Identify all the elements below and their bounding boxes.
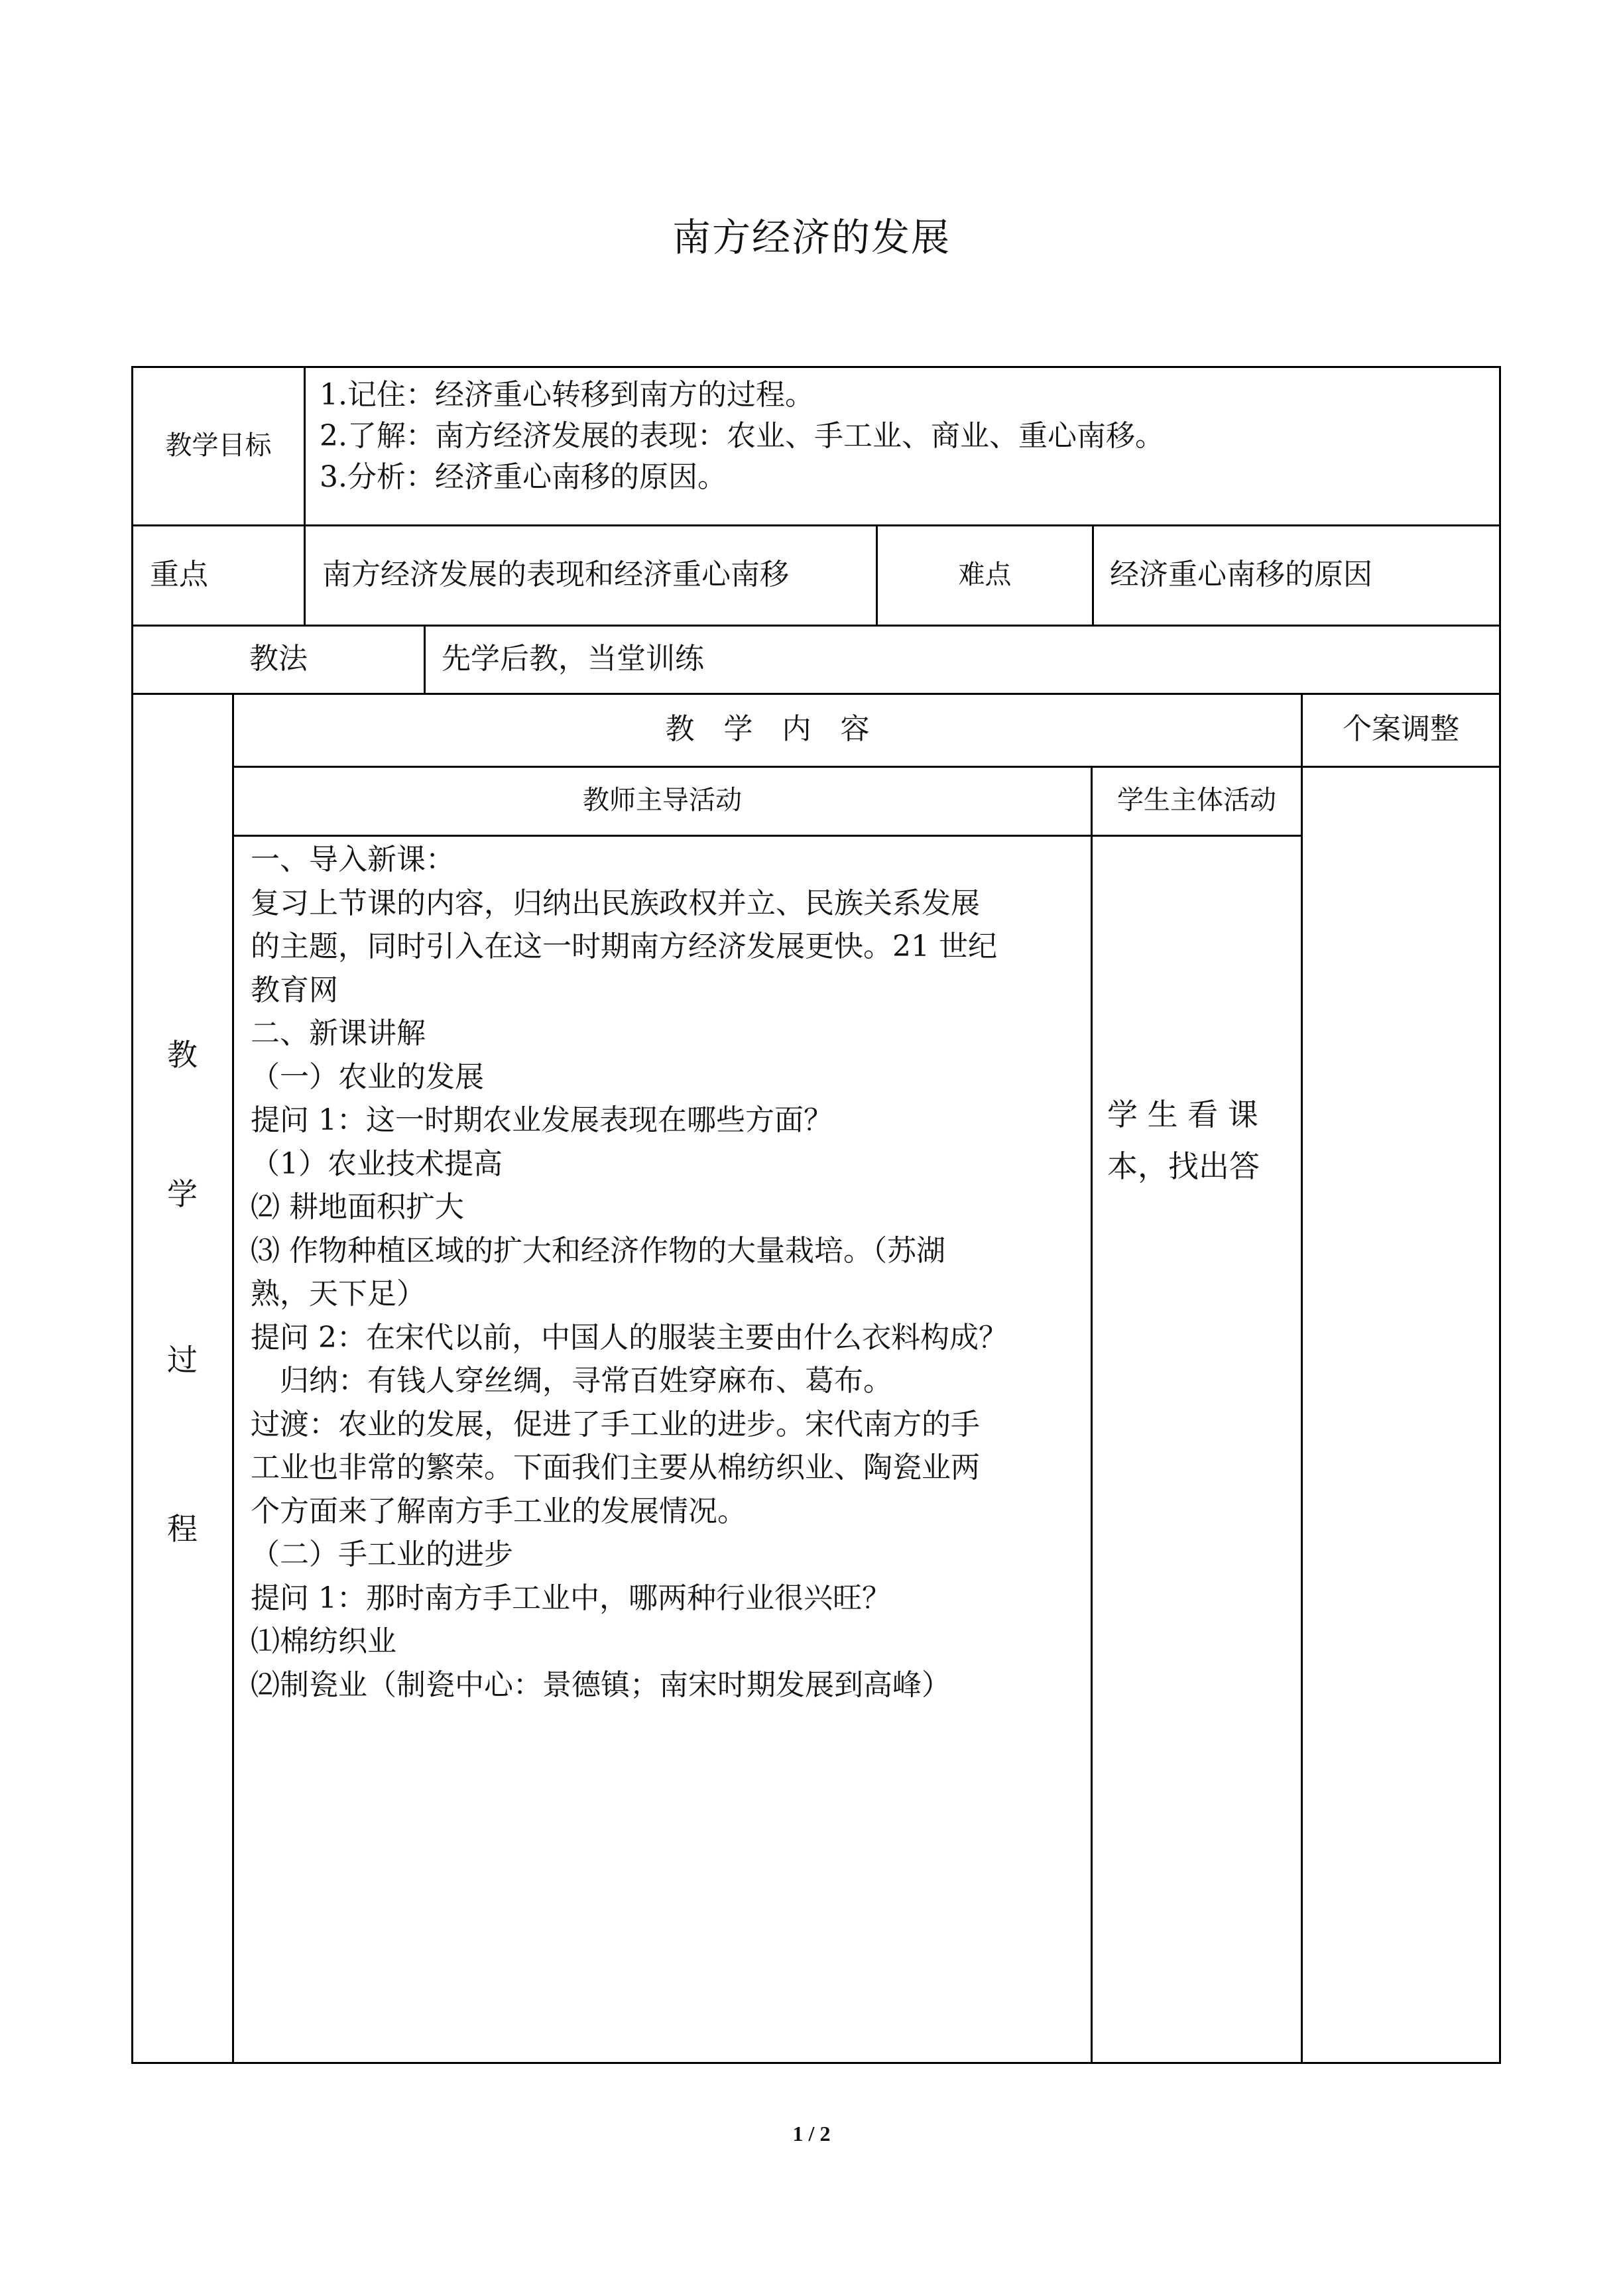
table-rule-adjust-divider [1301, 693, 1303, 2062]
teacher-line: 教育网 [251, 973, 338, 1007]
table-rule-process-divider [232, 693, 234, 2062]
key-point-label: 重点 [150, 557, 208, 591]
student-line: 学 生 看 课 [1107, 1097, 1258, 1132]
objective-item: 1.记住：经济重心转移到南方的过程。 [320, 378, 814, 412]
teacher-line: （一）农业的发展 [251, 1059, 484, 1094]
table-rule-after-key-points [131, 625, 1501, 627]
table-rule-key-point-divider-1 [304, 524, 306, 625]
difficulty-value: 经济重心南移的原因 [1110, 557, 1372, 591]
teacher-line: ⑵制瓷业（制瓷中心：景德镇；南宋时期发展到高峰） [251, 1667, 951, 1702]
process-label-char: 教 [167, 1037, 198, 1073]
teacher-line: ⑶ 作物种植区域的扩大和经济作物的大量栽培。（苏湖 [251, 1233, 945, 1268]
teacher-line: ⑵ 耕地面积扩大 [251, 1190, 464, 1224]
teacher-line: 过渡：农业的发展，促进了手工业的进步。宋代南方的手 [251, 1407, 980, 1441]
process-label-char: 过 [167, 1342, 198, 1378]
teacher-line: 的主题，同时引入在这一时期南方经济发展更快。21 世纪 [251, 930, 997, 963]
teacher-line: 个方面来了解南方手工业的发展情况。 [251, 1494, 747, 1528]
table-rule-method-divider [424, 625, 426, 693]
method-value: 先学后教，当堂训练 [442, 641, 704, 676]
teacher-line: 提问 1：那时南方手工业中，哪两种行业很兴旺？ [251, 1581, 891, 1615]
table-rule-objectives-divider [304, 366, 306, 524]
teacher-line: （二）手工业的进步 [251, 1538, 513, 1571]
difficulty-label: 难点 [958, 559, 1012, 590]
teacher-activity-header: 教师主导活动 [583, 785, 742, 816]
objectives-list [320, 375, 1164, 498]
teacher-line: 提问 2：在宋代以前，中国人的服装主要由什么衣料构成？ [251, 1320, 1008, 1355]
table-border-top [131, 366, 1501, 368]
method-label: 教法 [249, 641, 308, 676]
teacher-line: （1）农业技术提高 [251, 1146, 503, 1181]
objective-item: 3.分析：经济重心南移的原因。 [320, 460, 727, 494]
table-rule-after-activity-headers [232, 835, 1303, 837]
key-point-value: 南方经济发展的表现和经济重心南移 [322, 557, 789, 591]
objective-item: 2.了解：南方经济发展的表现：农业、手工业、商业、重心南移。 [320, 419, 1164, 453]
student-activity-text [1107, 1089, 1260, 1192]
student-activity-header: 学生主体活动 [1117, 785, 1276, 816]
table-border-left [131, 366, 133, 2064]
teacher-line: ⑴棉纺织业 [251, 1624, 396, 1658]
document-title: 南方经济的发展 [672, 215, 951, 260]
teacher-line: 一、导入新课： [251, 843, 455, 876]
adjust-header: 个案调整 [1343, 712, 1459, 746]
table-border-bottom [131, 2062, 1501, 2064]
table-border-right [1499, 366, 1501, 2064]
table-rule-content-divider [1091, 766, 1093, 2062]
student-line: 本，找出答 [1107, 1148, 1260, 1184]
process-label-char: 程 [167, 1511, 198, 1547]
process-label-char: 学 [167, 1176, 198, 1212]
teacher-line: 提问 1：这一时期农业发展表现在哪些方面？ [251, 1103, 833, 1137]
content-header: 教 学 内 容 [665, 712, 870, 746]
teacher-activity-text [251, 838, 1083, 1707]
table-rule-key-point-divider-3 [1092, 524, 1094, 625]
teacher-line: 二、新课讲解 [251, 1016, 426, 1050]
teacher-line: 工业也非常的繁荣。下面我们主要从棉纺织业、陶瓷业两 [251, 1451, 980, 1484]
teacher-line: 熟，天下足） [251, 1277, 426, 1311]
teacher-line: 复习上节课的内容，归纳出民族政权并立、民族关系发展 [251, 886, 980, 920]
objectives-label: 教学目标 [165, 430, 272, 461]
page-number: 1 / 2 [792, 2122, 831, 2145]
teacher-line: 归纳：有钱人穿丝绸，寻常百姓穿麻布、葛布。 [251, 1364, 892, 1398]
